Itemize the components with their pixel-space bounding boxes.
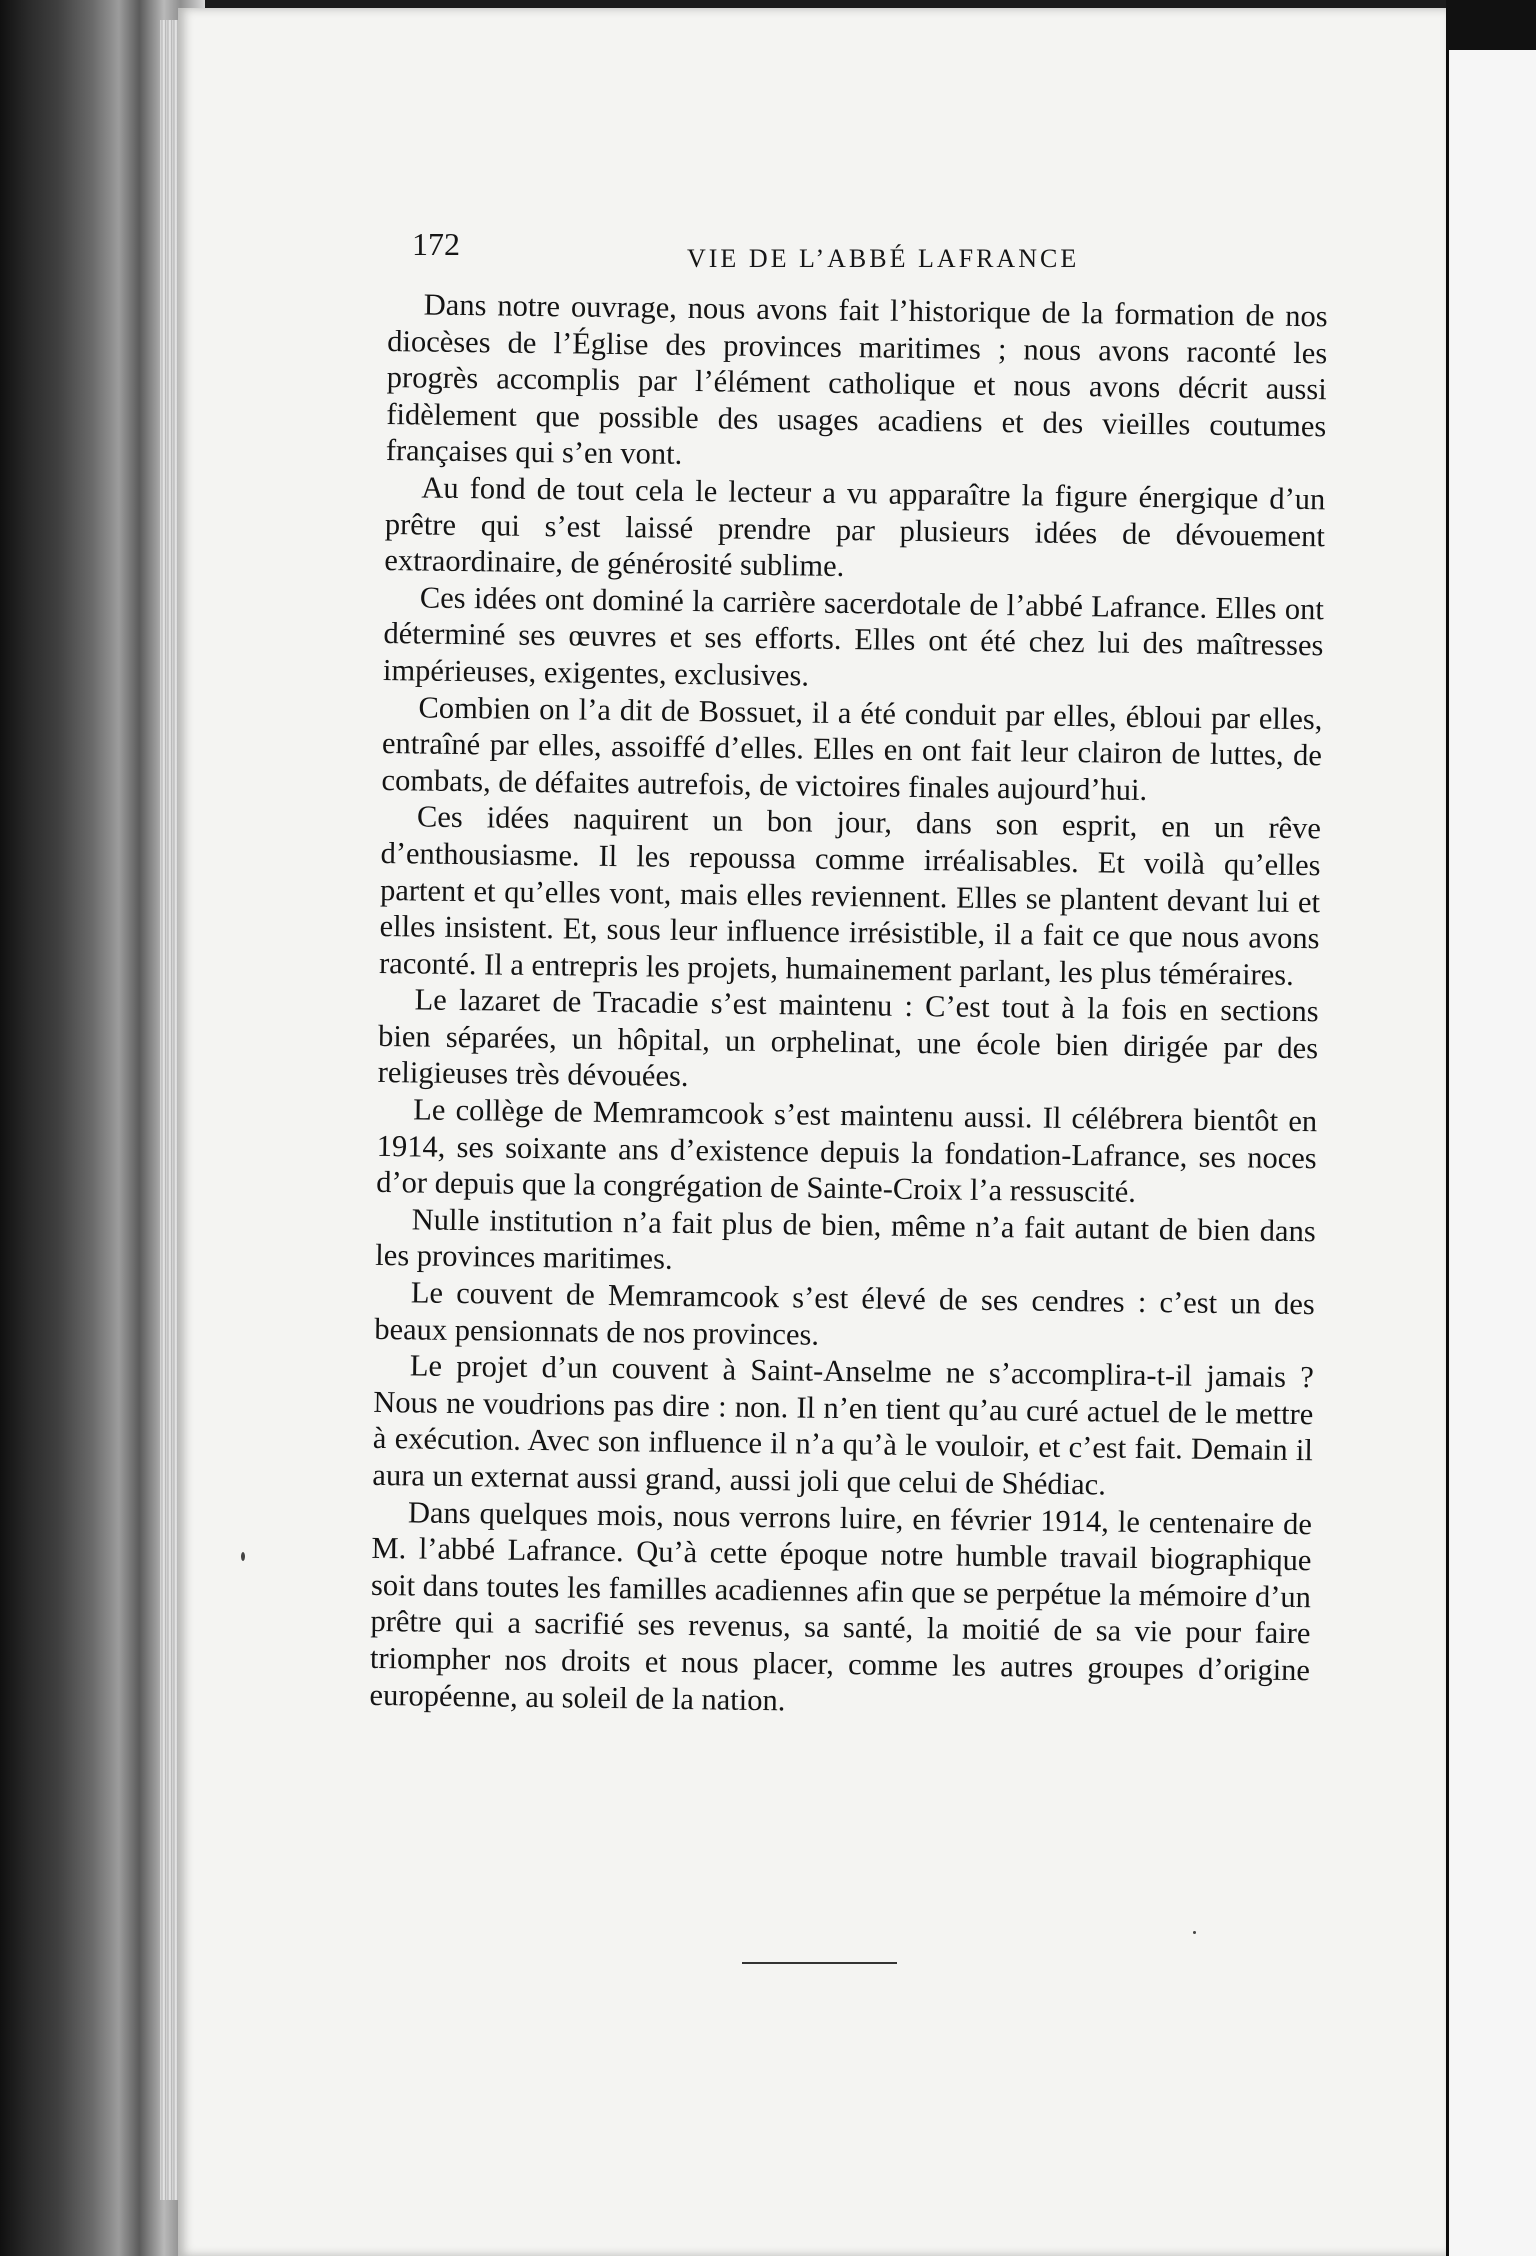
- paragraph: Nulle institution n’a fait plus de bien, même n’a fait autant de bien dans les provinces maritimes.: [375, 1202, 1316, 1277]
- paragraph: Dans notre ouvrage, nous avons fait l’historique de la formation de nos diocèses de l’Église des provinces maritimes ; nous avons raconté les progrès accomplis par l’élément catholique et nous avons décrit aussi fidèlement que possible des usages acadiens et des vieilles coutumes françaises qui s’en vont.: [385, 287, 1328, 472]
- body-text: [369, 286, 1328, 1725]
- paragraph: Le collège de Memramcook s’est maintenu aussi. Il célébrera bientôt en 1914, ses soixante ans d’existence depuis la fondation-Lafrance, ses noces d’or depuis que la congrégation de Sainte-Croix l’a ressuscité.: [376, 1092, 1318, 1210]
- paragraph: Au fond de tout cela le lecteur a vu apparaître la figure énergique d’un prêtre qui s’est laissé prendre par plusieurs idées de dévouement extraordinaire, de générosité sublime.: [384, 470, 1326, 584]
- paragraph: Ces idées naquirent un bon jour, dans son esprit, en un rêve d’enthousiasme. Il les repoussa comme irréalisables. Et voilà qu’elles partent et qu’elles vont, mais elles reviennent. Elles se plantent devant lui et elles insistent. Et, sous leur influence irrésistible, il a fait ce que nous avons raconté. Il a entrepris les projets, humainement parlant, les plus téméraires.: [378, 799, 1322, 992]
- paragraph: Le projet d’un couvent à Saint-Anselme ne s’accomplira-t-il jamais ? Nous ne voudrions pas dire : non. Il n’en tient qu’au curé actuel de le mettre à exécution. Avec son influence il n’a qu’à le vouloir, et c’est fait. Demain il aura un externat aussi grand, aussi joli que celui de Shédiac.: [372, 1348, 1315, 1502]
- end-rule: [742, 1962, 897, 1964]
- paragraph: Dans quelques mois, nous verrons luire, en février 1914, le centenaire de M. l’abbé Lafrance. Qu’à cette époque notre humble travail biographique soit dans toutes les familles acadiennes afin que se perpétue la mémoire d’un prêtre qui a sacrifié ses revenus, sa santé, la moitié de sa vie pour faire triompher nos droits et nous placer, comme les autres groupes d’origine européenne, au soleil de la nation.: [369, 1494, 1313, 1717]
- facing-page-edge: [1446, 50, 1536, 2256]
- page-header: [412, 226, 1312, 286]
- background-corner: [1446, 0, 1536, 56]
- paragraph: Le couvent de Memramcook s’est élevé de ses cendres : c’est un des beaux pensionnats de nos provinces.: [374, 1275, 1315, 1352]
- paragraph: Le lazaret de Tracadie s’est maintenu : C’est tout à la fois en sections bien séparées, un hôpital, un orphelinat, une école bien dirigée par des religieuses très dévouées.: [377, 982, 1319, 1094]
- paragraph: Ces idées ont dominé la carrière sacerdotale de l’abbé Lafrance. Elles ont déterminé ses œuvres et ses efforts. Elles ont été chez lui des maîtresses impérieuses, exigentes, exclusives.: [382, 580, 1325, 693]
- page-speck: [241, 1552, 245, 1561]
- running-title: VIE DE L’ABBÉ LAFRANCE: [687, 244, 1080, 273]
- page-speck: [1193, 1931, 1196, 1934]
- page-number: 172: [412, 226, 460, 262]
- paragraph: Combien on l’a dit de Bossuet, il a été conduit par elles, ébloui par elles, entraîné par elles, assoiffé d’elles. Elles en ont fait leur clairon de luttes, de combats, de défaites autrefois, de victoires finales aujourd’hui.: [381, 689, 1323, 807]
